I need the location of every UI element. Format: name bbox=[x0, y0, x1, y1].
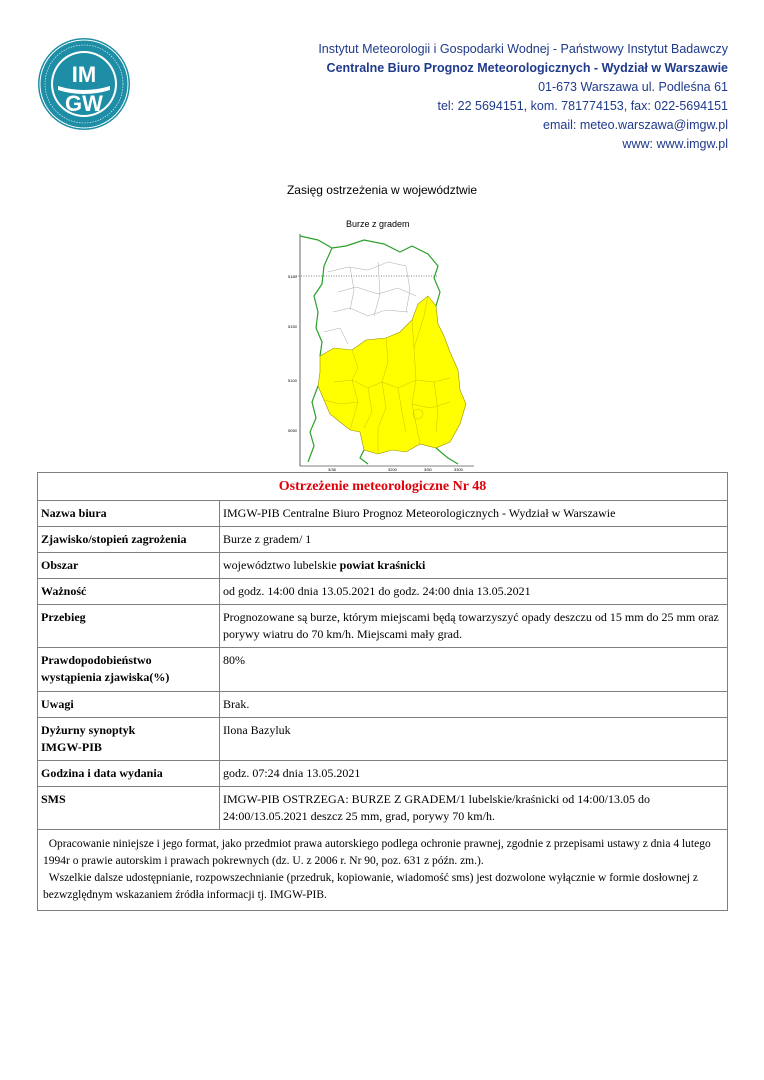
table-row bbox=[38, 605, 728, 648]
header-institute-name: Instytut Meteorologii i Gospodarki Wodnej - Państwowy Instytut Badawczy bbox=[318, 42, 728, 56]
table-row bbox=[38, 787, 728, 830]
map-section-title: Zasięg ostrzeżenia w województwie bbox=[286, 183, 478, 197]
copyright-text: Opracowanie niniejsze i jego format, jako przedmiot prawa autorskiego podlega ochronie prawnej, zgodnie z przepisami ustawy z dnia 4 lutego 1994r o prawie autorskim i prawach pokrewnych (dz. U. z 2006 r. Nr 90, poz. 631 z późn. zm.). bbox=[43, 838, 711, 867]
row-value-probability: 80% bbox=[220, 648, 728, 692]
forecaster-label-line2: IMGW-PIB bbox=[41, 740, 102, 754]
table-row bbox=[38, 501, 728, 527]
row-label-validity: Ważność bbox=[38, 579, 220, 605]
forecaster-label-line1: Dyżurny synoptyk bbox=[41, 723, 136, 737]
imgw-logo bbox=[36, 36, 132, 132]
header-email: email: meteo.warszawa@imgw.pl bbox=[543, 118, 728, 132]
map-x-tick: 3200 bbox=[388, 467, 397, 472]
map-x-tick: 3/38 bbox=[328, 467, 336, 472]
map-y-tick: 5050 bbox=[288, 428, 297, 433]
warning-area-fill bbox=[318, 296, 466, 454]
copyright-notice bbox=[38, 830, 728, 911]
row-value-notes: Brak. bbox=[220, 692, 728, 718]
area-county: powiat kraśnicki bbox=[339, 558, 426, 572]
map-x-tick: 3/50 bbox=[424, 467, 432, 472]
row-label-sms: SMS bbox=[38, 787, 220, 830]
warning-title: Ostrzeżenie meteorologiczne Nr 48 bbox=[38, 473, 728, 501]
row-label-notes: Uwagi bbox=[38, 692, 220, 718]
row-label-phenomenon: Zjawisko/stopień zagrożenia bbox=[38, 527, 220, 553]
area-prefix: województwo lubelskie bbox=[223, 558, 340, 572]
map-y-tick: 5100 bbox=[288, 378, 297, 383]
row-value-course: Prognozowane są burze, którym miejscami będą towarzyszyć opady deszczu od 15 mm do 25 mm oraz porywy wiatru do 70 km/h. Miejscami mały grad. bbox=[220, 605, 728, 648]
header-address: 01-673 Warszawa ul. Podleśna 61 bbox=[538, 80, 728, 94]
row-label-course: Przebieg bbox=[38, 605, 220, 648]
row-value-sms: IMGW-PIB OSTRZEGA: BURZE Z GRADEM/1 lubelskie/kraśnicki od 14:00/13.05 do 24:00/13.05.2021 deszcz 25 mm, grad, porywy 70 km/h. bbox=[220, 787, 728, 830]
header-website: www: www.imgw.pl bbox=[622, 137, 728, 151]
row-value-issued: godz. 07:24 dnia 13.05.2021 bbox=[220, 761, 728, 787]
map-title: Burze z gradem bbox=[346, 219, 410, 229]
institute-header bbox=[318, 40, 728, 154]
row-value-phenomenon: Burze z gradem/ 1 bbox=[220, 527, 728, 553]
logo-text-bottom: GW bbox=[65, 91, 103, 116]
probability-label-line1: Prawdopodobieństwo bbox=[41, 653, 152, 667]
table-row bbox=[38, 692, 728, 718]
row-value-area bbox=[220, 553, 728, 579]
warning-table bbox=[37, 472, 728, 911]
redistribution-text: Wszelkie dalsze udostępnianie, rozpowszechnianie (przedruk, kopiowanie, wiadomość sms) jest dozwolone wyłącznie w formie dosłownej z bezwzględnym wskazaniem źródła informacji tj. IMGW-PIB. bbox=[43, 872, 698, 901]
row-label-area: Obszar bbox=[38, 553, 220, 579]
table-row bbox=[38, 648, 728, 692]
row-value-office: IMGW-PIB Centralne Biuro Prognoz Meteorologicznych - Wydział w Warszawie bbox=[220, 501, 728, 527]
probability-label-line2: wystąpienia zjawiska(%) bbox=[41, 670, 170, 684]
logo-text-top: IM bbox=[71, 62, 97, 87]
row-label-issued: Godzina i data wydania bbox=[38, 761, 220, 787]
header-department: Centralne Biuro Prognoz Meteorologicznych - Wydział w Warszawie bbox=[326, 61, 728, 75]
row-value-forecaster: Ilona Bazyluk bbox=[220, 718, 728, 761]
warning-area-map bbox=[288, 232, 478, 472]
table-row bbox=[38, 527, 728, 553]
map-y-tick: 5150 bbox=[288, 324, 297, 329]
table-row bbox=[38, 718, 728, 761]
header-phone: tel: 22 5694151, kom. 781774153, fax: 022-5694151 bbox=[437, 99, 728, 113]
map-x-tick: 3300 bbox=[454, 467, 463, 472]
table-row bbox=[38, 553, 728, 579]
row-value-validity: od godz. 14:00 dnia 13.05.2021 do godz. 24:00 dnia 13.05.2021 bbox=[220, 579, 728, 605]
table-row bbox=[38, 579, 728, 605]
row-label-forecaster bbox=[38, 718, 220, 761]
row-label-probability bbox=[38, 648, 220, 692]
table-row bbox=[38, 761, 728, 787]
row-label-office: Nazwa biura bbox=[38, 501, 220, 527]
map-y-tick: 5180 bbox=[288, 274, 297, 279]
